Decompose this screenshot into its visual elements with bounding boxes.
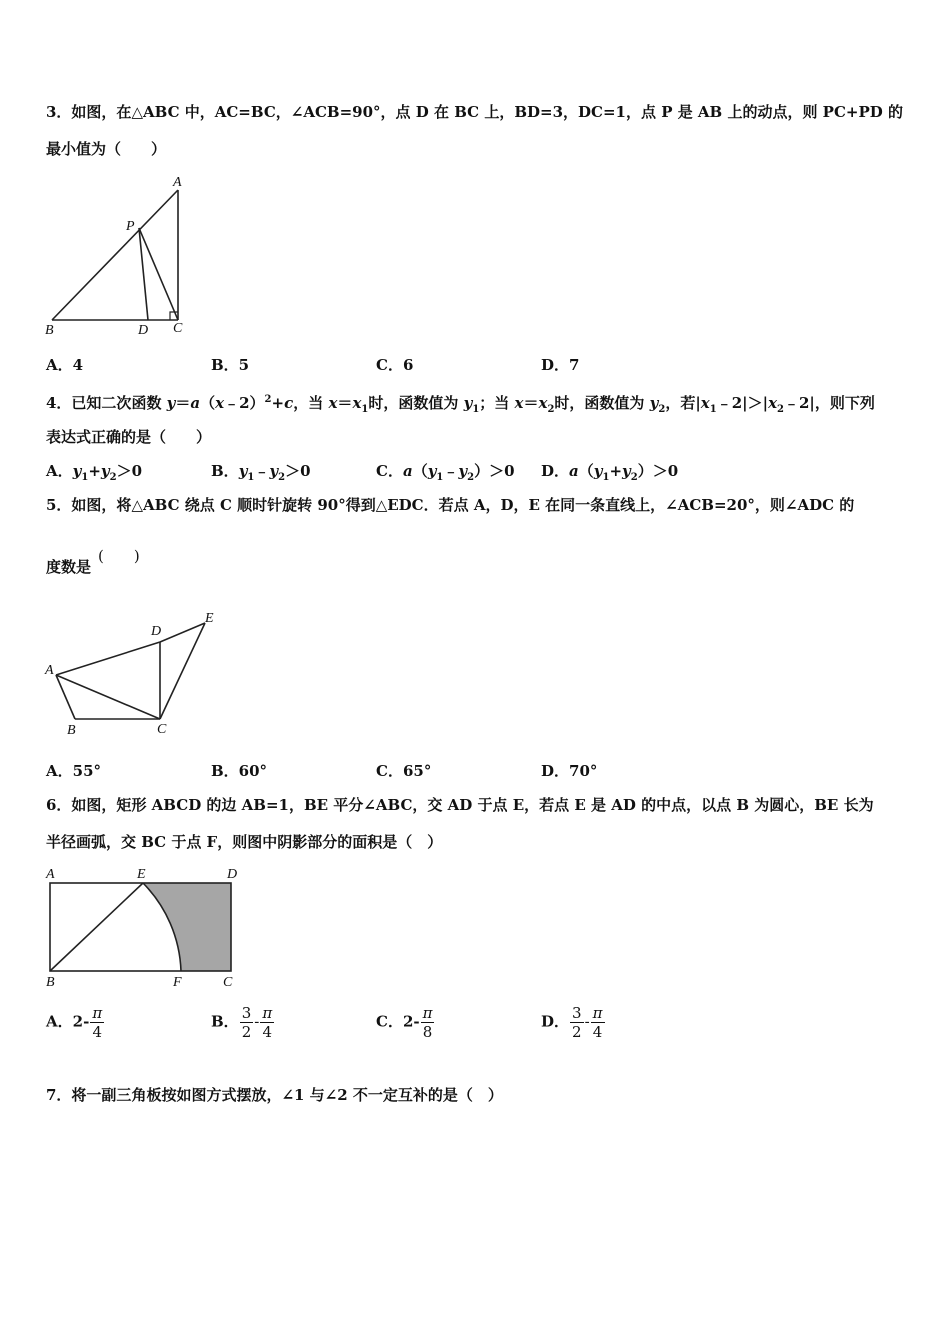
q6-label-c: C <box>223 975 233 990</box>
q3-text-line1: 3．如图，在△ABC 中，AC=BC，∠ACB=90°，点 D 在 BC 上，BD=3，DC=1，点 P 是 AB 上的动点，则 PC+PD 的 <box>46 103 903 121</box>
q4-text-line1: 4．已知二次函数 y＝a（x﹣2）$^2$+c，当 $x=x_1$时，函数值为 $y_1$；当 $x=x_2$时，函数值为 $y_2$，若$|x_1﹣2|>|x_2﹣2|$，则下列 <box>46 394 875 415</box>
q5-option-d: D．70° <box>541 762 598 780</box>
q6-figure <box>40 862 250 992</box>
q6-option-b: B． $\frac{3}{2}$ - $\frac{\pi}{4}$ <box>211 1004 273 1041</box>
q3-label-p: P <box>126 219 135 234</box>
q3-label-d: D <box>138 323 149 338</box>
q5-option-b: B．60° <box>211 762 268 780</box>
q6-text-line2: 半径画弧，交 BC 于点 F，则图中阴影部分的面积是（ ） <box>46 833 443 851</box>
q3-text-line2: 最小值为（ ） <box>46 140 167 158</box>
q5-option-c: C．65° <box>376 762 432 780</box>
q5-figure <box>40 605 230 743</box>
q6-option-c: C．2- $\frac{\pi}{8}$ <box>376 1004 433 1041</box>
q5-option-a: A．55° <box>46 762 102 780</box>
q4-text-line2: 表达式正确的是（ ） <box>46 428 212 446</box>
q5-label-c: C <box>157 722 167 737</box>
q4-option-a: A．$y_1+y_2>0$ <box>46 462 143 483</box>
q6-text-line1: 6．如图，矩形 ABCD 的边 AB=1，BE 平分∠ABC，交 AD 于点 E，若点 E 是 AD 的中点，以点 B 为圆心，BE 长为 <box>46 796 874 814</box>
q6-label-a: A <box>46 867 55 882</box>
q3-option-a: A．4 <box>46 356 84 374</box>
q6-label-b: B <box>46 975 55 990</box>
q5-text-line2: 度数是 <box>46 558 92 576</box>
q3-label-c: C <box>173 321 183 336</box>
q3-figure <box>40 172 200 340</box>
q3-option-b: B．5 <box>211 356 250 374</box>
q5-label-a: A <box>45 663 54 678</box>
q4-option-b: B．$y_1﹣y_2>0$ <box>211 462 311 483</box>
q4-option-d: D．$a(y_1+y_2)>0$ <box>541 462 679 483</box>
q6-label-e: E <box>137 867 146 882</box>
q5-text-line1: 5．如图，将△ABC 绕点 C 顺时针旋转 90°得到△EDC．若点 A，D，E 在同一条直线上，∠ACB=20°，则∠ADC 的 <box>46 496 855 514</box>
q6-label-d: D <box>227 867 238 882</box>
q6-option-a: A．2- $\frac{\pi}{4}$ <box>46 1004 103 1041</box>
q6-label-f: F <box>173 975 182 990</box>
q7-text-line1: 7．将一副三角板按如图方式摆放，∠1 与∠2 不一定互补的是（ ） <box>46 1086 503 1104</box>
q5-label-b: B <box>67 723 76 738</box>
q3-option-c: C．6 <box>376 356 414 374</box>
q4-option-c: C．$a(y_1﹣y_2)>0$ <box>376 462 515 483</box>
q5-label-e: E <box>205 611 214 626</box>
q5-answer-paren: ( ) <box>98 547 140 565</box>
q3-label-a: A <box>173 175 182 190</box>
q3-label-b: B <box>45 323 54 338</box>
q3-option-d: D．7 <box>541 356 580 374</box>
q5-label-d: D <box>151 624 162 639</box>
q6-option-d: D． $\frac{3}{2}$ - $\frac{\pi}{4}$ <box>541 1004 603 1041</box>
